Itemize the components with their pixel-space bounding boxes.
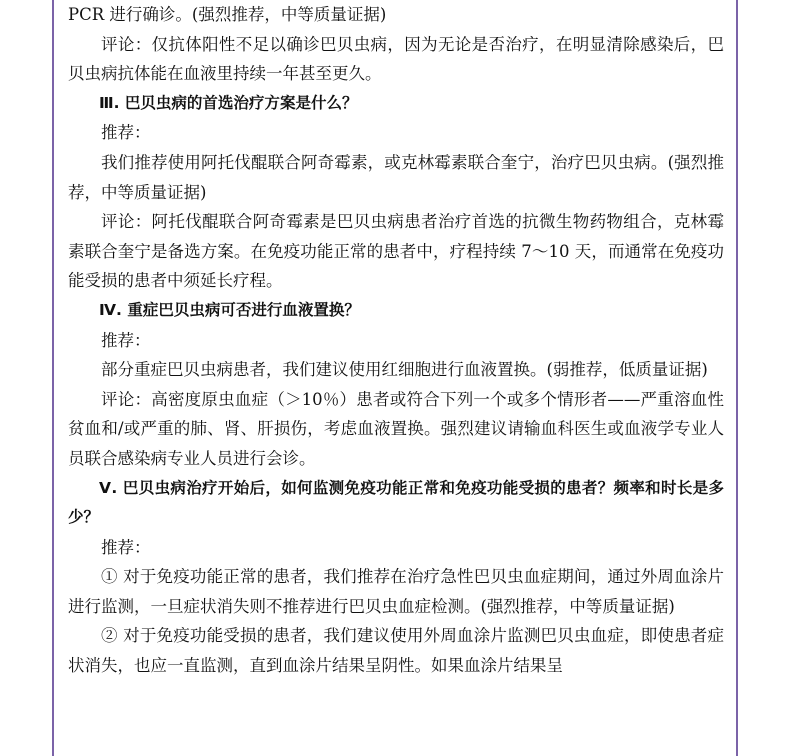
heading-question-3: Ⅲ. 巴贝虫病的首选治疗方案是什么？ xyxy=(99,93,358,112)
document-body xyxy=(68,0,724,681)
paragraph-treatment-recommendation: 我们推荐使用阿托伐醌联合阿奇霉素，或克林霉素联合奎宁，治疗巴贝虫病。(强烈推荐，中等质量证据) xyxy=(68,152,724,202)
heading-question-4: Ⅳ. 重症巴贝虫病可否进行血液置换？ xyxy=(99,300,360,319)
heading-question-5: Ⅴ. 巴贝虫病治疗开始后，如何监测免疫功能正常和免疫功能受损的患者？频率和时长是多少？ xyxy=(68,478,724,527)
right-margin-rule xyxy=(736,0,738,756)
paragraph-monitoring-immunocompromised: ② 对于免疫功能受损的患者，我们建议使用外周血涂片监测巴贝虫血症，即使患者症状消失，也应一直监测，直到血涂片结果呈阴性。如果血涂片结果呈 xyxy=(68,626,724,676)
paragraph-recommendation-label: 推荐： xyxy=(101,123,151,143)
left-margin-rule xyxy=(52,0,54,756)
paragraph-monitoring-immunocompetent: ① 对于免疫功能正常的患者，我们推荐在治疗急性巴贝虫血症期间，通过外周血涂片进行监测，一旦症状消失则不推荐进行巴贝虫血症检测。(强烈推荐，中等质量证据) xyxy=(68,567,724,616)
paragraph-comment-exchange: 评论：高密度原虫血症（＞10％）患者或符合下列一个或多个情形者——严重溶血性贫血和/或严重的肺、肾、肝损伤，考虑血液置换。强烈建议请输血科医生或血液学专业人员联合感染病专业人员进行会诊。 xyxy=(68,389,724,468)
paragraph-pcr-diagnosis: PCR 进行确诊。(强烈推荐，中等质量证据) xyxy=(68,5,387,24)
paragraph-exchange-recommendation: 部分重症巴贝虫病患者，我们建议使用红细胞进行血液置换。(弱推荐，低质量证据) xyxy=(101,360,708,380)
paragraph-comment-antibody: 评论：仅抗体阳性不足以确诊巴贝虫病，因为无论是否治疗，在明显清除感染后，巴贝虫病抗体能在血液里持续一年甚至更久。 xyxy=(68,34,724,84)
paragraph-comment-treatment: 评论：阿托伐醌联合阿奇霉素是巴贝虫病患者治疗首选的抗微生物药物组合，克林霉素联合奎宁是备选方案。在免疫功能正常的患者中，疗程持续 7～10 天，而通常在免疫功能受损的患者中须延长疗程。 xyxy=(68,212,724,291)
paragraph-recommendation-label: 推荐： xyxy=(101,537,151,557)
paragraph-recommendation-label: 推荐： xyxy=(101,330,151,350)
